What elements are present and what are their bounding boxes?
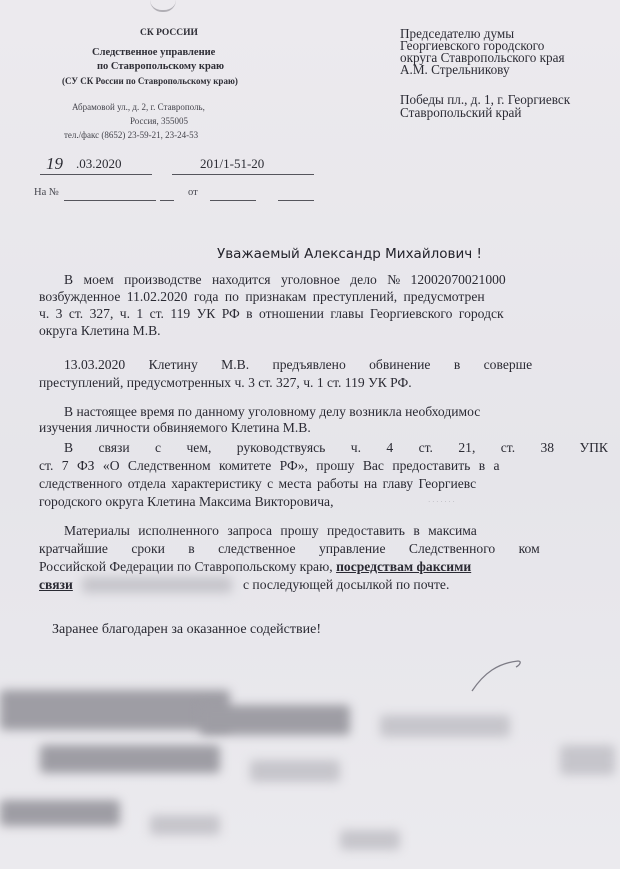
signature-icon xyxy=(470,655,530,695)
p1-line4: округа Клетина М.В. xyxy=(39,323,161,338)
from-underline-2 xyxy=(278,200,314,201)
reg-date-underline xyxy=(40,174,152,175)
recipient-line2: Георгиевского городского xyxy=(400,38,545,53)
emblem-icon xyxy=(150,0,176,12)
thanks-line: Заранее благодарен за оказанное содействие! xyxy=(52,622,321,637)
redacted-block-4 xyxy=(40,745,220,773)
org-address-2: Россия, 355005 xyxy=(130,116,188,126)
p5-line2: кратчайшие сроки в следственное управление Следственного ком xyxy=(39,541,540,556)
redacted-block-9 xyxy=(340,830,400,850)
p3-line1: В настоящее время по данному уголовному делу возникла необходимос xyxy=(64,404,481,419)
recipient-address-2: Ставропольский край xyxy=(400,105,522,120)
org-line1: Следственное управление xyxy=(92,47,216,58)
redacted-block-6 xyxy=(560,745,615,775)
org-line2: по Ставропольскому краю xyxy=(97,61,225,72)
p4-line4: городского округа Клетина Максима Викторовича, xyxy=(39,494,334,509)
p3-line2: изучения личности обвиняемого Клетина М.В. xyxy=(39,420,311,435)
faint-overlay-text: · · · · · · · xyxy=(428,498,455,506)
org-address-1: Абрамовой ул., д. 2, г. Ставрополь, xyxy=(72,102,205,112)
p4-line1: В связи с чем, руководствуясь ч. 4 ст. 21, ст. 38 УПК xyxy=(64,440,608,455)
recipient-name: А.М. Стрельникову xyxy=(400,62,510,77)
ref-underline-2 xyxy=(160,200,174,201)
reg-number: 201/1-51-20 xyxy=(200,156,265,171)
redacted-block-8 xyxy=(150,815,220,835)
ref-underline xyxy=(64,200,156,201)
recipient-line3: округа Ставропольского края xyxy=(400,50,565,65)
from-underline xyxy=(210,200,256,201)
redacted-block-5 xyxy=(250,760,340,782)
p4-line3: следственного отдела характеристику с места работы на главу Георгиевс xyxy=(39,476,477,491)
p1-line3: ч. 3 ст. 327, ч. 1 ст. 119 УК РФ в отношении главы Георгиевского городск xyxy=(39,306,504,321)
salutation: Уважаемый Александр Михайлович ! xyxy=(217,246,482,262)
org-short: СК РОССИИ xyxy=(140,28,198,38)
org-phone: тел./факс (8652) 23-59-21, 23-24-53 xyxy=(64,130,199,140)
p1-line2: возбужденное 11.02.2020 года по признакам преступлений, предусмотрен xyxy=(39,289,485,304)
org-abbr: (СУ СК России по Ставропольскому краю) xyxy=(62,76,238,86)
p5-line3 xyxy=(39,559,471,575)
redacted-fax-number xyxy=(82,577,232,593)
recipient-address-1: Победы пл., д. 1, г. Георгиевск xyxy=(400,92,571,107)
p5-line1: Материалы исполненного запроса прошу предоставить в максима xyxy=(64,523,477,538)
p5-line4-rest: с последующей досылкой по почте. xyxy=(243,577,450,592)
p4-line2: ст. 7 ФЗ «О Следственном комитете РФ», прошу Вас предоставить в а xyxy=(39,458,500,473)
p5-line3-bold: посредствам факсими xyxy=(336,559,472,574)
reg-date: .03.2020 xyxy=(76,156,122,171)
redacted-block-3 xyxy=(380,715,510,737)
p5-line4-bold: связи xyxy=(39,577,73,592)
reg-number-underline xyxy=(172,174,314,175)
p1-line1: В моем производстве находится уголовное дело № 12002070021000 xyxy=(64,272,506,287)
redacted-block-7 xyxy=(0,800,120,826)
p5-line3-text: Российской Федерации по Ставропольскому краю, xyxy=(39,559,333,574)
ref-label: На № xyxy=(34,187,59,198)
recipient-line1: Председателю думы xyxy=(400,26,515,41)
p2-line1: 13.03.2020 Клетину М.В. предъявлено обвинение в соверше xyxy=(64,357,533,372)
redacted-block-1 xyxy=(0,690,230,730)
reg-day: 19 xyxy=(46,154,63,173)
p2-line2: преступлений, предусмотренных ч. 3 ст. 327, ч. 1 ст. 119 УК РФ. xyxy=(39,375,412,390)
from-label: от xyxy=(188,187,198,198)
redacted-block-2 xyxy=(200,705,350,735)
p5-line4 xyxy=(39,577,73,593)
